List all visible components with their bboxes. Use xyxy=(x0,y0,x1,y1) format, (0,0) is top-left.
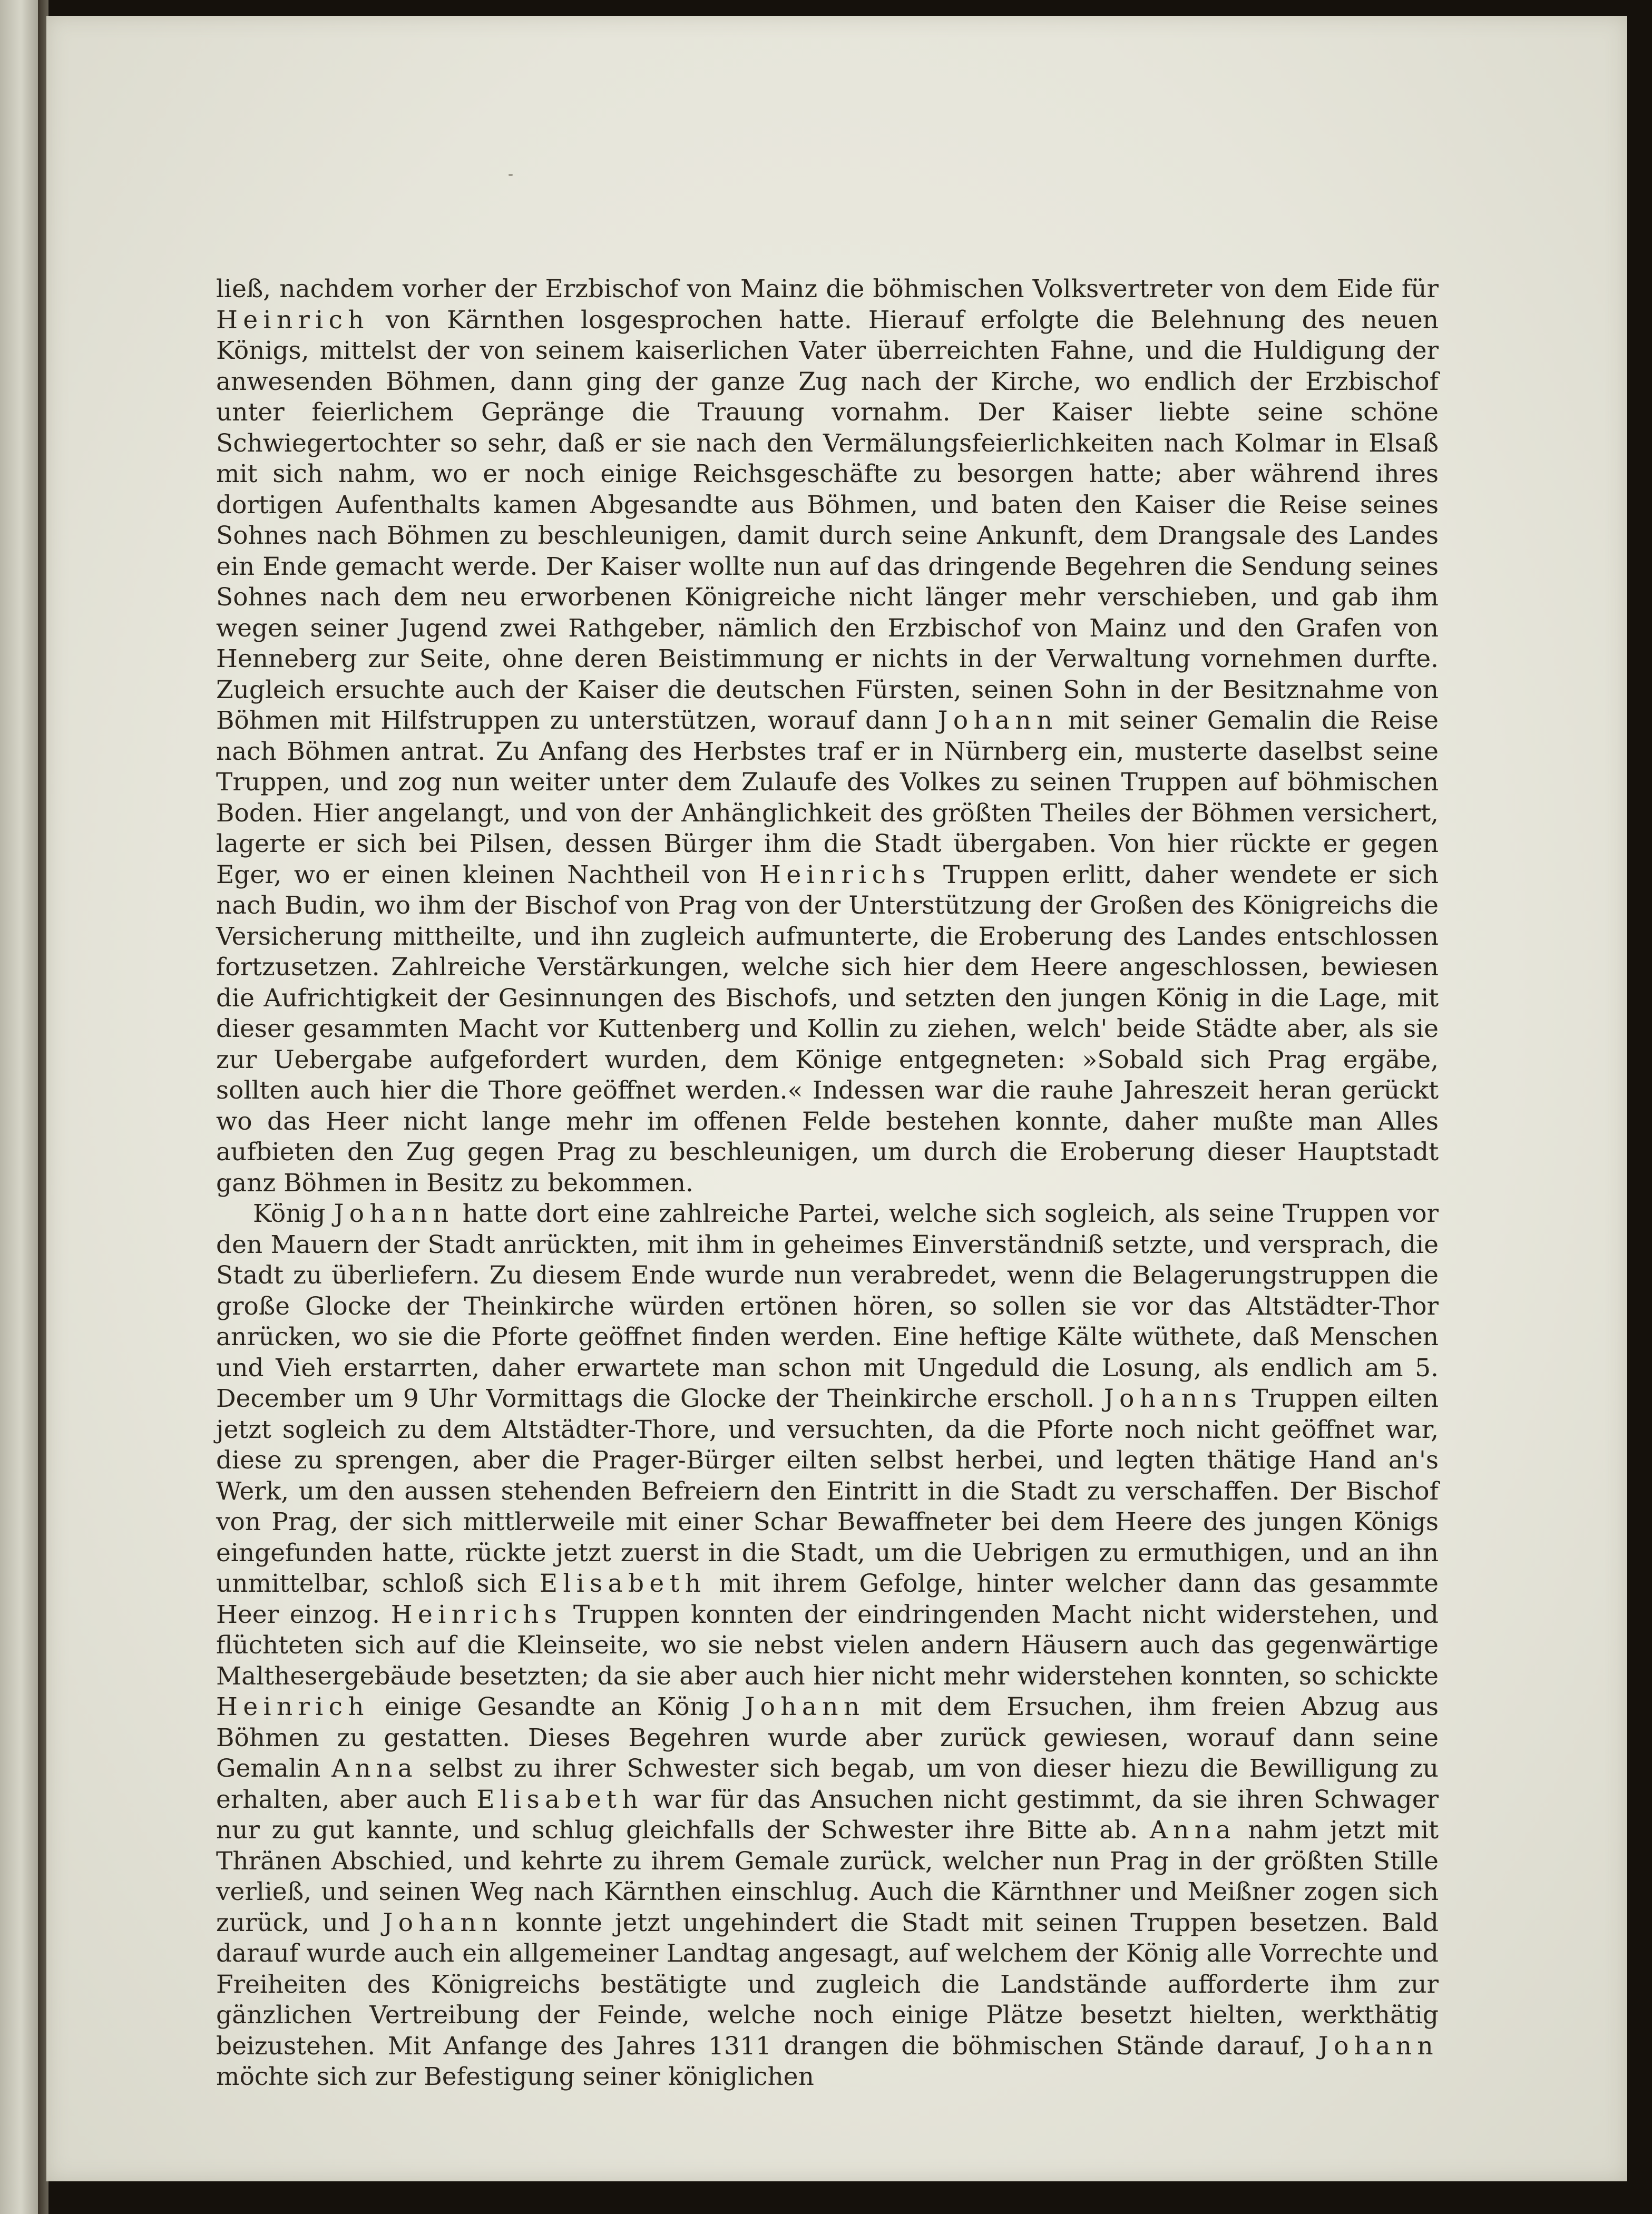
pencil-mark xyxy=(509,174,513,176)
emphasized-name: Anna xyxy=(1149,1816,1236,1845)
text-run: nahm jetzt mit Thränen Abschied, und kehrte zu ihrem Gemale zurück, welcher nun Prag in der größten Stille verließ, und seinen Weg nach Kärnthen einschlug. Auch die Kärnthner und Meißner zogen sich zurück, und xyxy=(216,1816,1439,1937)
text-run: mit dem Ersuchen, ihm freien Abzug aus Böhmen zu gestatten. Dieses Begehren wurde aber zurück gewiesen, worauf dann seine Gemalin xyxy=(216,1692,1439,1783)
text-run: hatte dort eine zahlreiche Partei, welche sich sogleich, als seine Truppen vor den Mauern der Stadt anrückten, mit ihm in geheimes Einverständniß setzte, und versprach, die Stadt zu überliefern. Zu diesem Ende wurde nun verabredet, wenn die Belagerungstruppen die große Glocke der Theinkirche würden ertönen hören, so sollen sie vor das Altstädter-Thor anrücken, wo sie die Pforte geöffnet finden werden. Eine heftige Kälte wüthete, daß Menschen und Vieh erstarrten, daher erwartete man schon mit Ungeduld die Losung, als endlich am 5. December um 9 Uhr Vormittags die Glocke der Theinkirche erscholl. xyxy=(216,1199,1439,1413)
body-text xyxy=(216,274,1439,2093)
text-run: mit seiner Gemalin die Reise nach Böhmen antrat. Zu Anfang des Herbstes traf er in Nürnberg ein, musterte daselbst seine Truppen, und zog nun weiter unter dem Zulaufe des Volkes zu seinen Truppen auf böhmischen Boden. Hier angelangt, und von der Anhänglichkeit des größten Theiles der Böhmen versichert, lagerte er sich bei Pilsen, dessen Bürger ihm die Stadt übergaben. Von hier rückte er gegen Eger, wo er einen kleinen Nachtheil von xyxy=(216,706,1439,889)
paragraph xyxy=(216,1199,1439,2093)
text-run: von Kärnthen losgesprochen hatte. Hierauf erfolgte die Belehnung des neuen Königs, mittelst der von seinem kaiserlichen Vater überreichten Fahne, und die Huldigung der anwesenden Böhmen, dann ging der ganze Zug nach der Kirche, wo endlich der Erzbischof unter feierlichem Gepränge die Trauung vornahm. Der Kaiser liebte seine schöne Schwiegertochter so sehr, daß er sie nach den Vermälungsfeierlichkeiten nach Kolmar in Elsaß mit sich nahm, wo er noch einige Reichsgeschäfte zu besorgen hatte; aber während ihres dortigen Aufenthalts kamen Abgesandte aus Böhmen, und baten den Kaiser die Reise seines Sohnes nach Böhmen zu beschleunigen, damit durch seine Ankunft, dem Drangsale des Landes ein Ende gemacht werde. Der Kaiser wollte nun auf das dringende Begehren die Sendung seines Sohnes nach dem neu erworbenen Königreiche nicht länger mehr verschieben, und gab ihm wegen seiner Jugend zwei Rathgeber, nämlich den Erzbischof von Mainz und den Grafen von Henneberg zur Seite, ohne deren Beistimmung er nichts in der Verwaltung vornehmen durfte. Zugleich ersuchte auch der Kaiser die deutschen Fürsten, seinen Sohn in der Besitznahme von Böhmen mit Hilfstruppen zu unterstützen, worauf dann xyxy=(216,305,1439,735)
emphasized-name: Elisabeth xyxy=(539,1569,707,1598)
text-run: ließ, nachdem vorher der Erzbischof von Mainz die böhmischen Volksvertreter von dem Eide für xyxy=(216,275,1439,303)
emphasized-name: Johann xyxy=(745,1692,865,1721)
emphasized-name: Johann xyxy=(1318,2031,1439,2061)
emphasized-name: Johann xyxy=(937,706,1058,735)
emphasized-name: Heinrich xyxy=(216,305,369,335)
text-run: einige Gesandte an König xyxy=(369,1692,745,1721)
emphasized-name: Heinrichs xyxy=(390,1600,563,1629)
emphasized-name: Johann xyxy=(383,1908,503,1937)
emphasized-name: Anna xyxy=(331,1754,418,1783)
text-run: König xyxy=(253,1199,334,1228)
text-run: konnte jetzt ungehindert die Stadt mit seinen Truppen besetzen. Bald darauf wurde auch ein allgemeiner Landtag angesagt, auf welchem der König alle Vorrechte und Freiheiten des Königreichs bestätigte und zugleich die Landstände aufforderte ihm zur gänzlichen Vertreibung der Feinde, welche noch einige Plätze besetzt hielten, werkthätig beizustehen. Mit Anfange des Jahres 1311 drangen die böhmischen Stände darauf, xyxy=(216,1908,1439,2061)
paragraph xyxy=(216,274,1439,1199)
emphasized-name: Heinrich xyxy=(216,1692,369,1721)
text-run: Truppen erlitt, daher wendete er sich nach Budin, wo ihm der Bischof von Prag von der Unterstützung der Großen des Königreichs die Versicherung mittheilte, und ihn zugleich aufmunterte, die Eroberung des Landes entschlossen fortzusetzen. Zahlreiche Verstärkungen, welche sich hier dem Heere angeschlossen, bewiesen die Aufrichtigkeit der Gesinnungen des Bischofs, und setzten den jungen König in die Lage, mit dieser gesammten Macht vor Kuttenberg und Kollin zu ziehen, welch' beide Städte aber, als sie zur Uebergabe aufgefordert wurden, dem Könige entgegneten: »Sobald sich Prag ergäbe, sollten auch hier die Thore geöffnet werden.« Indessen war die rauhe Jahreszeit heran gerückt wo das Heer nicht lange mehr im offenen Felde bestehen konnte, daher mußte man Alles aufbieten den Zug gegen Prag zu beschleunigen, um durch die Eroberung dieser Hauptstadt ganz Böhmen in Besitz zu bekommen. xyxy=(216,860,1439,1198)
text-run: mit ihrem Gefolge, hinter welcher dann das gesammte Heer einzog. xyxy=(216,1569,1439,1629)
emphasized-name: Elisabeth xyxy=(476,1785,643,1814)
emphasized-name: Johanns xyxy=(1103,1384,1243,1413)
text-run: Truppen konnten der eindringenden Macht nicht widerstehen, und flüchteten sich auf die Kleinseite, wo sie nebst vielen andern Häusern auch das gegenwärtige Malthesergebäude besetzten; da sie aber auch hier nicht mehr widerstehen konnten, so schickte xyxy=(216,1600,1439,1691)
text-run: Truppen eilten jetzt sogleich zu dem Altstädter-Thore, und versuchten, da die Pforte noch nicht geöffnet war, diese zu sprengen, aber die Prager-Bürger eilten selbst herbei, und legten thätige Hand an's Werk, um den aussen stehenden Befreiern den Eintritt in die Stadt zu verschaffen. Der Bischof von Prag, der sich mittlerweile mit einer Schar Bewaffneter bei dem Heere des jungen Königs eingefunden hatte, rückte jetzt zuerst in die Stadt, um die Uebrigen zu ermuthigen, und an ihn unmittelbar, schloß sich xyxy=(216,1384,1439,1598)
text-run: möchte sich zur Befestigung seiner königlichen xyxy=(216,2062,814,2091)
previous-page-edge xyxy=(0,0,38,2214)
emphasized-name: Johann xyxy=(334,1199,454,1228)
text-run: selbst zu ihrer Schwester sich begab, um von dieser hiezu die Bewilligung zu erhalten, aber auch xyxy=(216,1754,1439,1814)
text-run: war für das Ansuchen nicht gestimmt, da sie ihren Schwager nur zu gut kannte, und schlug gleichfalls der Schwester ihre Bitte ab. xyxy=(216,1785,1439,1845)
emphasized-name: Heinrichs xyxy=(759,860,931,889)
